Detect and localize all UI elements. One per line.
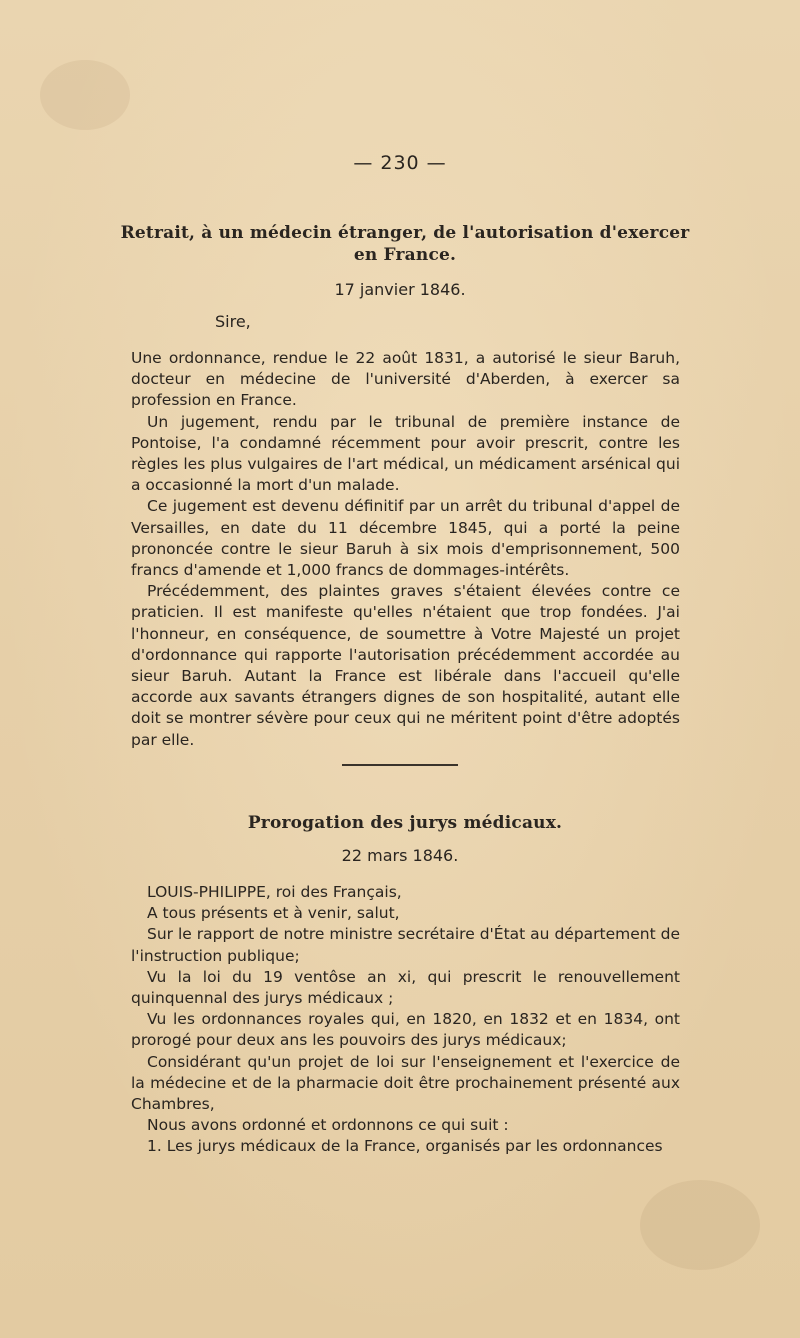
paragraph: 1. Les jurys médicaux de la France, organisés par les ordonnances — [147, 1137, 663, 1156]
paragraph: Un jugement, rendu par le tribunal de première instance de Pontoise, l'a condamné récemment pour avoir prescrit, contre les règles les plus vulgaires de l'art médical, un médicament arsénical qui a occasionné la mort d'un malade. — [131, 412, 680, 495]
section-title: Retrait, à un médecin étranger, de l'autorisation d'exercer en France. — [120, 223, 690, 265]
paragraph: Ce jugement est devenu définitif par un arrêt du tribunal d'appel de Versailles, en date du 11 décembre 1845, qui a porté la peine prononcée contre le sieur Baruh à six mois d'emprisonnement, 500 francs d'amende et 1,000 francs de dommages-intérêts. — [131, 497, 680, 580]
paragraph: A tous présents et à venir, salut, — [147, 904, 400, 923]
paragraph: Sur le rapport de notre ministre secrétaire d'État au département de l'instruction publique; — [131, 925, 680, 965]
salutation: Sire, — [215, 312, 251, 331]
ordinance-body — [131, 882, 680, 1158]
paragraph: Considérant qu'un projet de loi sur l'enseignement et l'exercice de la médecine et de la pharmacie doit être prochainement présenté aux Chambres, — [131, 1052, 680, 1114]
section-divider — [342, 764, 458, 766]
paper-stain — [640, 1180, 760, 1270]
page-number: — 230 — — [353, 152, 447, 174]
paragraph: Nous avons ordonné et ordonnons ce qui suit : — [147, 1116, 509, 1135]
paragraph: Vu les ordonnances royales qui, en 1820, en 1832 et en 1834, ont prorogé pour deux ans les pouvoirs des jurys médicaux; — [131, 1010, 680, 1050]
section-date: 17 janvier 1846. — [334, 280, 466, 299]
paragraph: LOUIS-PHILIPPE, roi des Français, — [147, 883, 402, 901]
paragraph: Précédemment, des plaintes graves s'étaient élevées contre ce praticien. Il est manifeste qu'elles n'étaient que trop fondées. J'ai l'honneur, en conséquence, de soumettre à Votre Majesté un projet d'ordonnance qui rapporte l'autorisation précédemment accordée au sieur Baruh. Autant la France est libérale dans l'accueil qu'elle accorde aux savants étrangers dignes de son hospitalité, autant elle doit se montrer sévère pour ceux qui ne méritent point d'être adoptés par elle. — [131, 582, 680, 749]
section-date: 22 mars 1846. — [341, 846, 459, 865]
paragraph: Vu la loi du 19 ventôse an xi, qui prescrit le renouvellement quinquennal des jurys médicaux ; — [131, 967, 680, 1008]
paragraph: Une ordonnance, rendue le 22 août 1831, a autorisé le sieur Baruh, docteur en médecine de l'université d'Aberden, à exercer sa profession en France. — [131, 349, 680, 410]
paper-stain — [40, 60, 130, 130]
report-body — [131, 348, 680, 751]
section-title: Prorogation des jurys médicaux. — [247, 813, 563, 833]
